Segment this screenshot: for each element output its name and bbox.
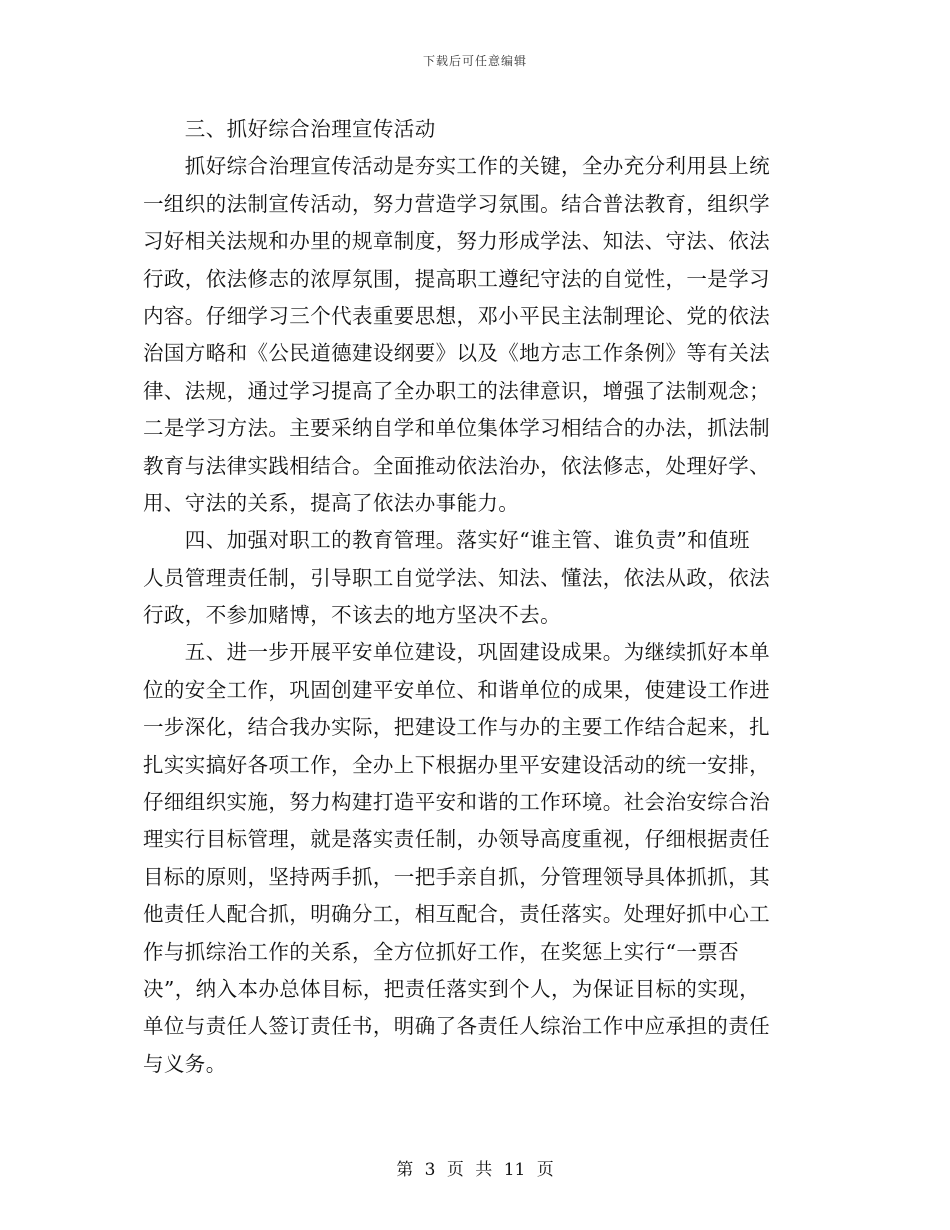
document-body: [143, 111, 803, 1083]
text-line: 习好相关法规和办里的规章制度，努力形成学法、知法、守法、依法: [143, 229, 770, 254]
text-line: 决”，纳入本办总体目标，把责任落实到个人，为保证目标的实现，: [143, 976, 760, 1001]
text-line: 教育与法律实践相结合。全面推动依法治办，依法修志，处理好学、: [143, 453, 770, 478]
text-line: 一组织的法制宣传活动，努力营造学习氛围。结合普法教育，组织学: [143, 191, 770, 216]
text-line: 四、加强对职工的教育管理。落实好“谁主管、谁负责”和值班: [143, 528, 750, 553]
text-line: 抓好综合治理宣传活动是夯实工作的关键，全办充分利用县上统: [143, 154, 770, 179]
text-line: 仔细组织实施，努力构建打造平安和谐的工作环境。社会治安综合治: [143, 790, 770, 815]
text-line: 理实行目标管理，就是落实责任制，办领导高度重视，仔细根据责任: [143, 827, 770, 852]
text-line: 他责任人配合抓，明确分工，相互配合，责任落实。处理好抓中心工: [143, 902, 770, 927]
page-header: 下载后可任意编辑: [422, 54, 527, 68]
text-line: 治国方略和《公民道德建设纲要》以及《地方志工作条例》等有关法: [143, 341, 770, 366]
text-line: 内容。仔细学习三个代表重要思想，邓小平民主法制理论、党的依法: [143, 303, 770, 328]
text-line: 作与抓综治工作的关系，全方位抓好工作，在奖惩上实行“一票否: [143, 939, 740, 964]
text-line: 行政，依法修志的浓厚氛围，提高职工遵纪守法的自觉性，一是学习: [143, 266, 770, 291]
text-line: 单位与责任人签订责任书，明确了各责任人综治工作中应承担的责任: [143, 1014, 770, 1039]
text-line: 一步深化，结合我办实际，把建设工作与办的主要工作结合起来，扎: [143, 715, 770, 740]
text-line: 三、抓好综合治理宣传活动: [143, 117, 436, 141]
text-line: 用、守法的关系，提高了依法办事能力。: [143, 490, 520, 515]
text-line: 二是学习方法。主要采纳自学和单位集体学习相结合的办法，抓法制: [143, 416, 770, 441]
text-line: 律、法规，通过学习提高了全办职工的法律意识，增强了法制观念；: [143, 378, 770, 403]
text-line: 扎实实搞好各项工作，全办上下根据办里平安建设活动的统一安排，: [143, 752, 770, 777]
text-line: 人员管理责任制，引导职工自觉学法、知法、懂法，依法从政，依法: [143, 565, 770, 590]
page-number-footer: 第 3 页 共 11 页: [396, 1160, 554, 1180]
text-line: 位的安全工作，巩固创建平安单位、和谐单位的成果，使建设工作进: [143, 677, 770, 702]
text-line: 五、进一步开展平安单位建设，巩固建设成果。为继续抓好本单: [143, 640, 770, 665]
text-line: 行政，不参加赌博，不该去的地方坚决不去。: [143, 603, 561, 628]
text-line: 目标的原则，坚持两手抓，一把手亲自抓，分管理领导具体抓抓，其: [143, 864, 770, 889]
text-line: 与义务。: [143, 1051, 227, 1076]
